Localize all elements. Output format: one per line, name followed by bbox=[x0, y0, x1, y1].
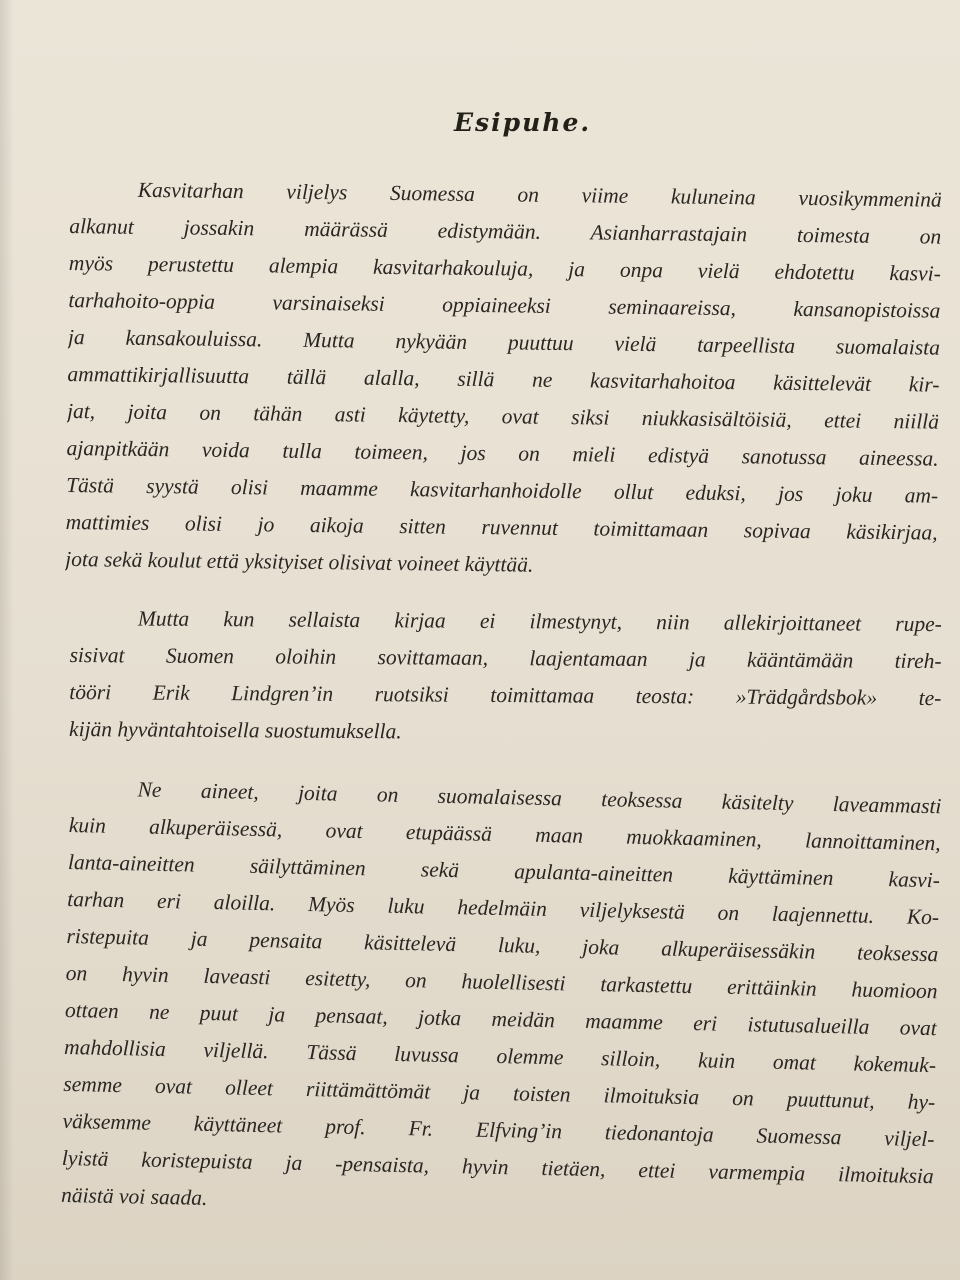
text-line: on hyvin laveasti esitetty, on huolellisesti tarkastettu erittäinkin huomioon bbox=[65, 960, 938, 1004]
page-title: Esipuhe. bbox=[454, 108, 592, 137]
text-line: jat, joita on tähän asti käytetty, ovat siksi niukkasisältöisiä, ettei niillä bbox=[66, 398, 940, 434]
text-line: ja kansakouluissa. Mutta nykyään puuttuu vielä tarpeellista suomalaista bbox=[67, 324, 941, 360]
text-line: Kasvitarhan viljelys Suomessa on viime kuluneina vuosikymmeninä bbox=[137, 177, 942, 212]
text-line: tööri Erik Lindgren’in ruotsiksi toimittamaa teosta: »Trädgårdsbok» te- bbox=[69, 679, 942, 711]
page-spine-shadow bbox=[0, 0, 14, 1280]
text-line: semme ovat olleet riittämättömät ja toisten ilmoituksia on puuttunut, hy- bbox=[63, 1071, 936, 1115]
text-line: tarhahoito-oppia varsinaiseksi oppiaineeksi seminaareissa, kansanopistoissa bbox=[68, 287, 941, 323]
page-content bbox=[60, 108, 942, 1236]
text-line: väksemme käyttäneet prof. Fr. Elfving’in tiedonantoja Suomessa viljel- bbox=[62, 1108, 935, 1152]
text-line: näistä voi saada. bbox=[60, 1182, 208, 1210]
text-line: kijän hyväntahtoisella suostumuksella. bbox=[69, 716, 402, 744]
text-line: myös perustettu alempia kasvitarhakouluja, ja onpa vielä ehdotettu kasvi- bbox=[68, 250, 941, 286]
text-line: Tästä syystä olisi maamme kasvitarhanhoidolle ollut eduksi, jos joku am- bbox=[66, 472, 939, 508]
text-line: ammattikirjallisuutta tällä alalla, sillä ne kasvitarhahoitoa käsittelevät kir- bbox=[67, 361, 940, 397]
paragraph-3 bbox=[61, 770, 942, 1232]
text-line: ajanpitkään voida tulla toimeen, jos on mieli edistyä sanotussa aineessa. bbox=[66, 435, 939, 471]
text-line: lyistä koristepuista ja -pensaista, hyvin tietäen, ettei varmempia ilmoituksia bbox=[61, 1145, 934, 1189]
text-line: alkanut jossakin määrässä edistymään. Asianharrastajain toimesta on bbox=[69, 213, 942, 249]
text-line: Ne aineet, joita on suomalaisessa teoksessa käsitelty laveammasti bbox=[137, 777, 942, 819]
text-line: sisivat Suomen oloihin sovittamaan, laajentamaan ja kääntämään tireh- bbox=[69, 642, 942, 674]
text-line: ristepuita ja pensaita käsittelevä luku, joka alkuperäisessäkin teoksessa bbox=[66, 923, 939, 967]
paragraph-2 bbox=[69, 600, 942, 754]
text-line: jota sekä koulut että yksityiset olisivat voineet käyttää. bbox=[65, 546, 534, 577]
text-line: ottaen ne puut ja pensaat, jotka meidän maamme eri istutusalueilla ovat bbox=[64, 997, 938, 1041]
text-line: tarhan eri aloilla. Myös luku hedelmäin viljelyksestä on laajennettu. Ko- bbox=[67, 886, 940, 930]
paragraph-1 bbox=[65, 171, 942, 589]
text-line: kuin alkuperäisessä, ovat etupäässä maan muokkaaminen, lannoittaminen, bbox=[68, 812, 941, 856]
text-line: mahdollisia viljellä. Tässä luvussa olemme silloin, kuin omat kokemuk- bbox=[63, 1034, 937, 1078]
text-line: Mutta kun sellaista kirjaa ei ilmestynyt, niin allekirjoittaneet rupe- bbox=[137, 606, 942, 637]
text-line: mattimies olisi jo aikoja sitten ruvennut toimittamaan sopivaa käsikirjaa, bbox=[65, 509, 938, 545]
text-line: lanta-aineitten säilyttäminen sekä apulanta-aineitten käyttäminen kasvi- bbox=[67, 849, 941, 893]
